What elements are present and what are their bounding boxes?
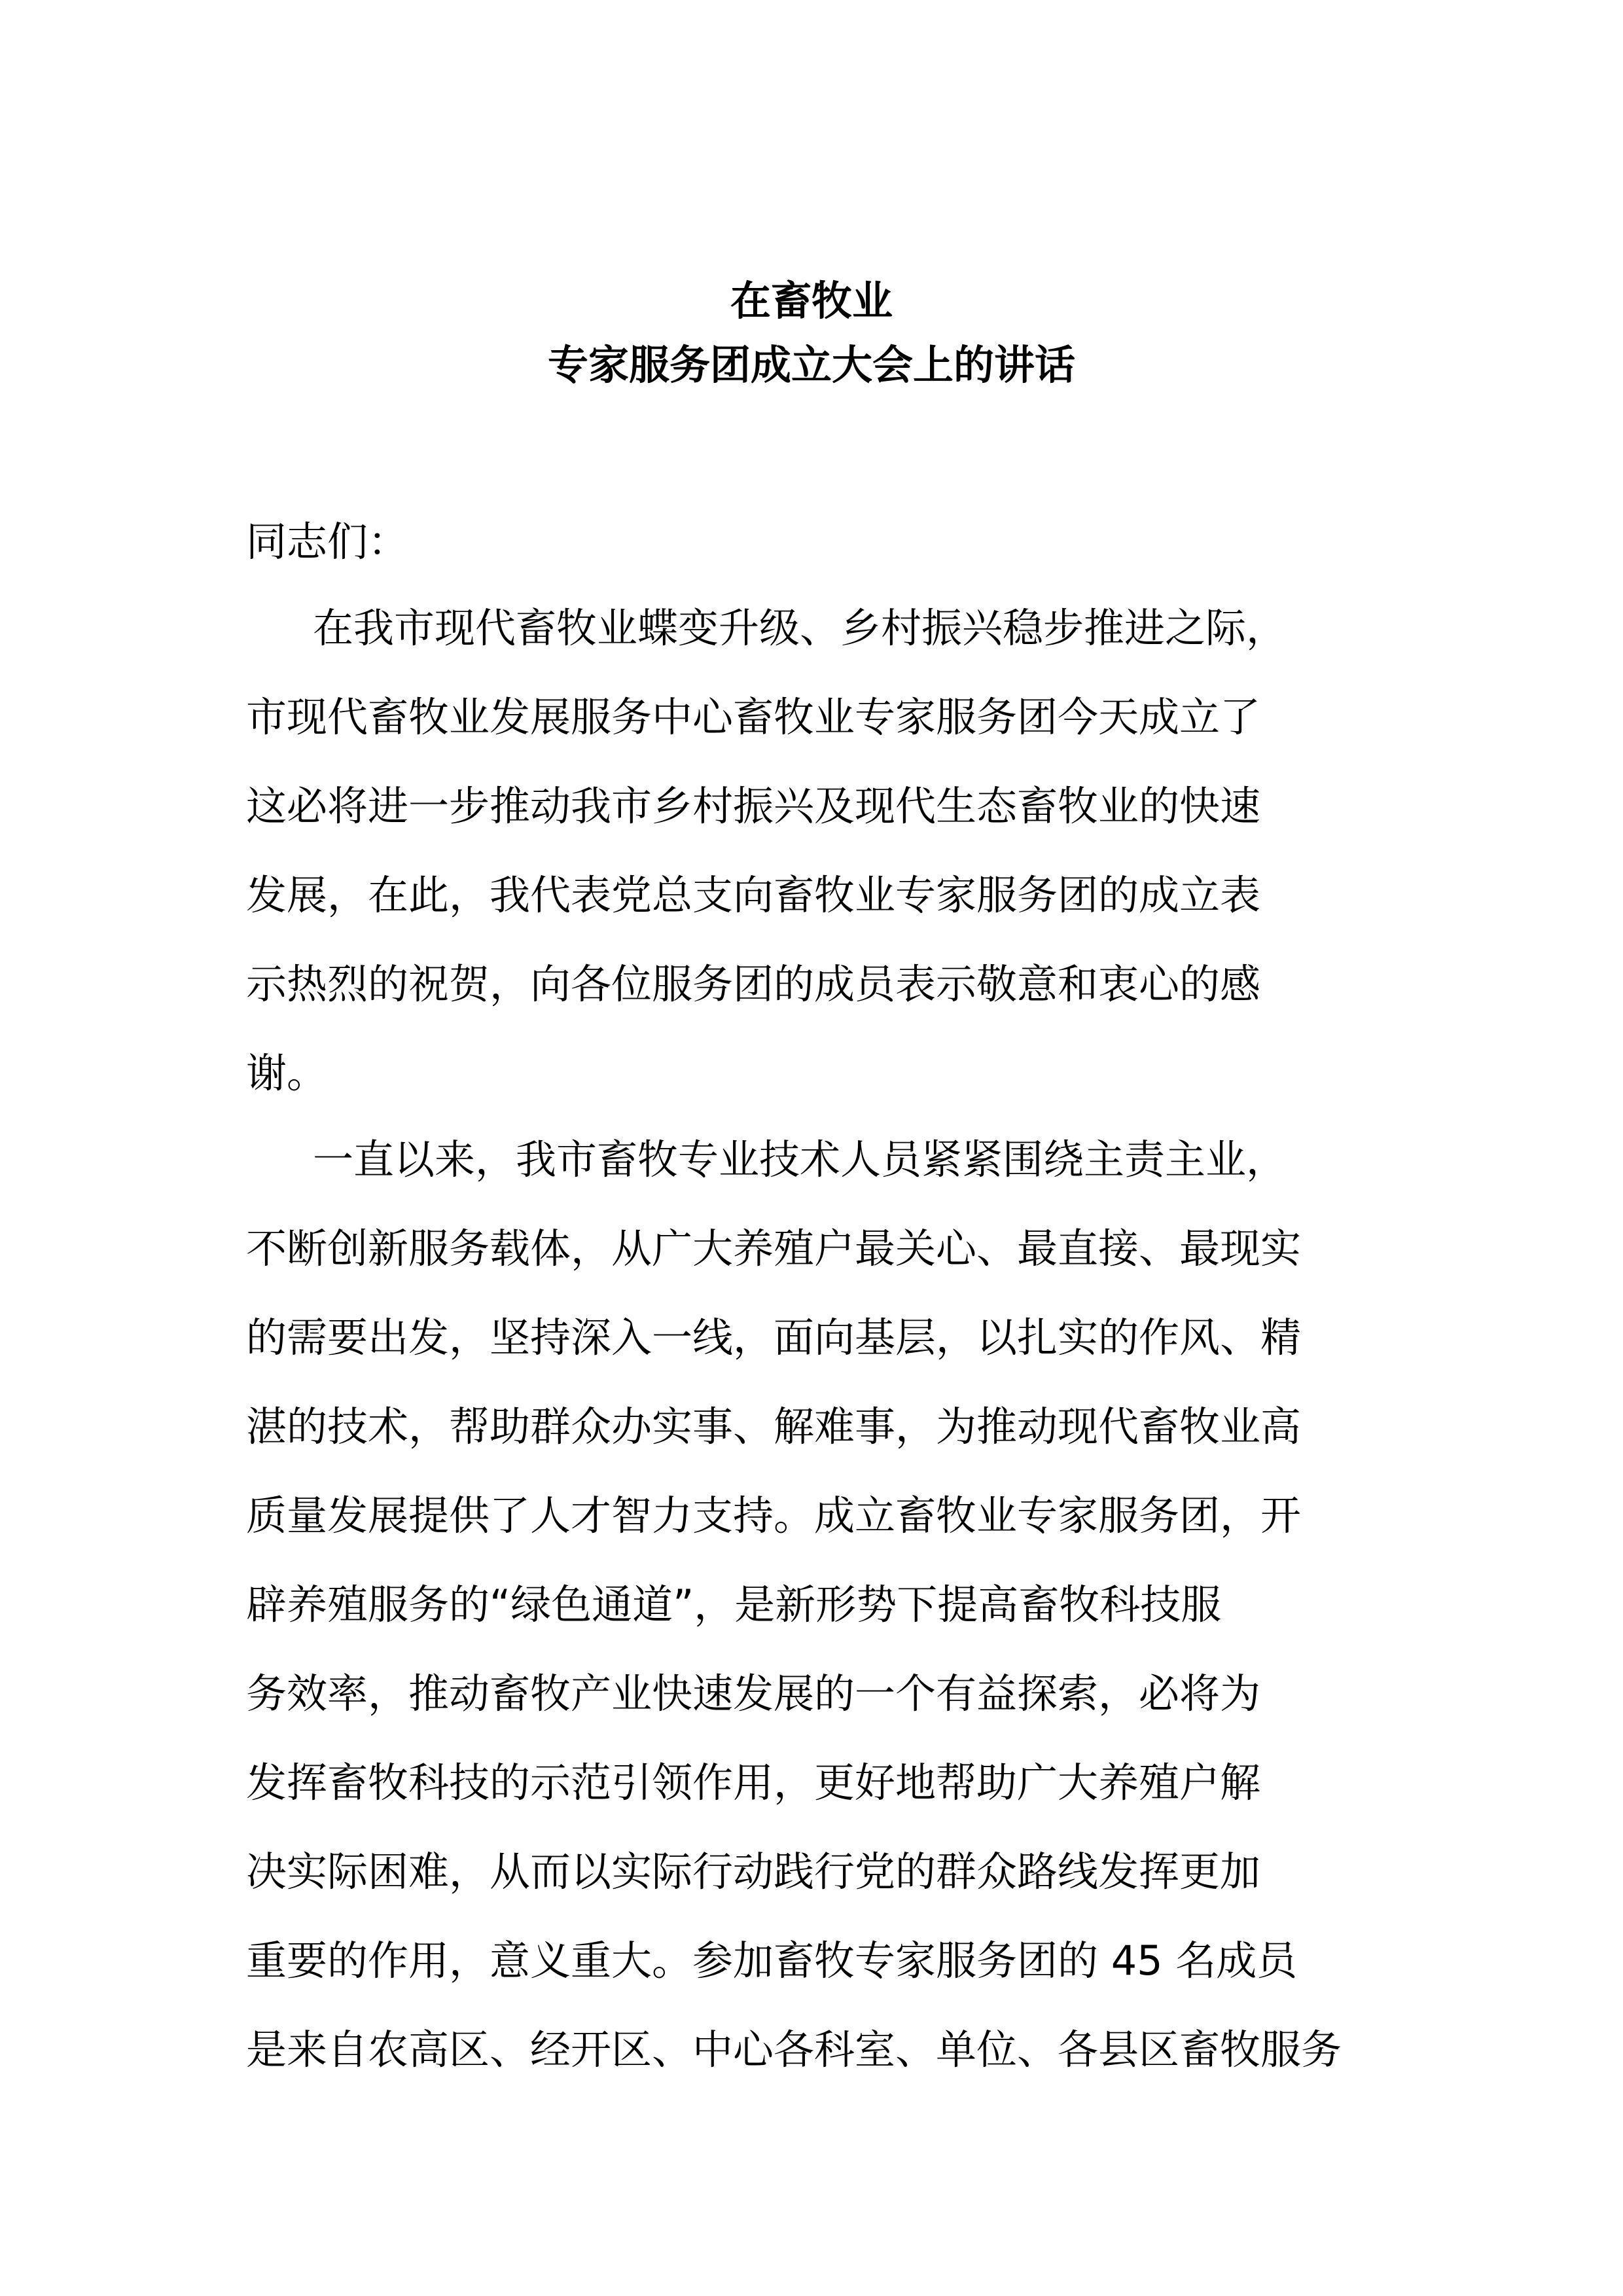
- paragraph-1-line: 发展，在此，我代表党总支向畜牧业专家服务团的成立表: [246, 871, 1261, 919]
- paragraph-1-line: 谢。: [246, 1049, 328, 1097]
- paragraph-2-line: 湛的技术，帮助群众办实事、解难事，为推动现代畜牧业高: [246, 1403, 1302, 1450]
- paragraph-1-line: 这必将进一步推动我市乡村振兴及现代生态畜牧业的快速: [246, 782, 1261, 830]
- paragraph-2-line: 的需要出发，坚持深入一线，面向基层，以扎实的作风、精: [246, 1314, 1302, 1361]
- paragraph-2-line: 务效率，推动畜牧产业快速发展的一个有益探索，必将为: [246, 1670, 1261, 1717]
- paragraph-1-line: 在我市现代畜牧业蝶变升级、乡村振兴稳步推进之际，: [313, 604, 1287, 652]
- paragraph-2-line: 决实际困难，从而以实际行动践行党的群众路线发挥更加: [246, 1848, 1261, 1895]
- title-line-1: 在畜牧业: [730, 277, 893, 325]
- paragraph-2-line: 辟养殖服务的“绿色通道”，是新形势下提高畜牧科技服: [246, 1581, 1222, 1628]
- paragraph-2-line: 质量发展提供了人才智力支持。成立畜牧业专家服务团，开: [246, 1492, 1302, 1539]
- salutation: 同志们：: [246, 518, 409, 565]
- paragraph-2-line: 发挥畜牧科技的示范引领作用，更好地帮助广大养殖户解: [246, 1759, 1261, 1806]
- paragraph-2-line: 一直以来，我市畜牧专业技术人员紧紧围绕主责主业，: [313, 1136, 1287, 1183]
- paragraph-2-line: 是来自农高区、经开区、中心各科室、单位、各县区畜牧服务: [246, 2026, 1342, 2073]
- title-line-2: 专家服务团成立大会上的讲话: [547, 341, 1075, 389]
- paragraph-1-line: 市现代畜牧业发展服务中心畜牧业专家服务团今天成立了: [246, 693, 1261, 741]
- paragraph-2-line: 不断创新服务载体，从广大养殖户最关心、最直接、最现实: [246, 1225, 1302, 1272]
- paragraph-2-line: 重要的作用，意义重大。参加畜牧专家服务团的 45 名成员: [246, 1937, 1298, 1984]
- paragraph-1-line: 示热烈的祝贺，向各位服务团的成员表示敬意和衷心的感: [246, 960, 1261, 1008]
